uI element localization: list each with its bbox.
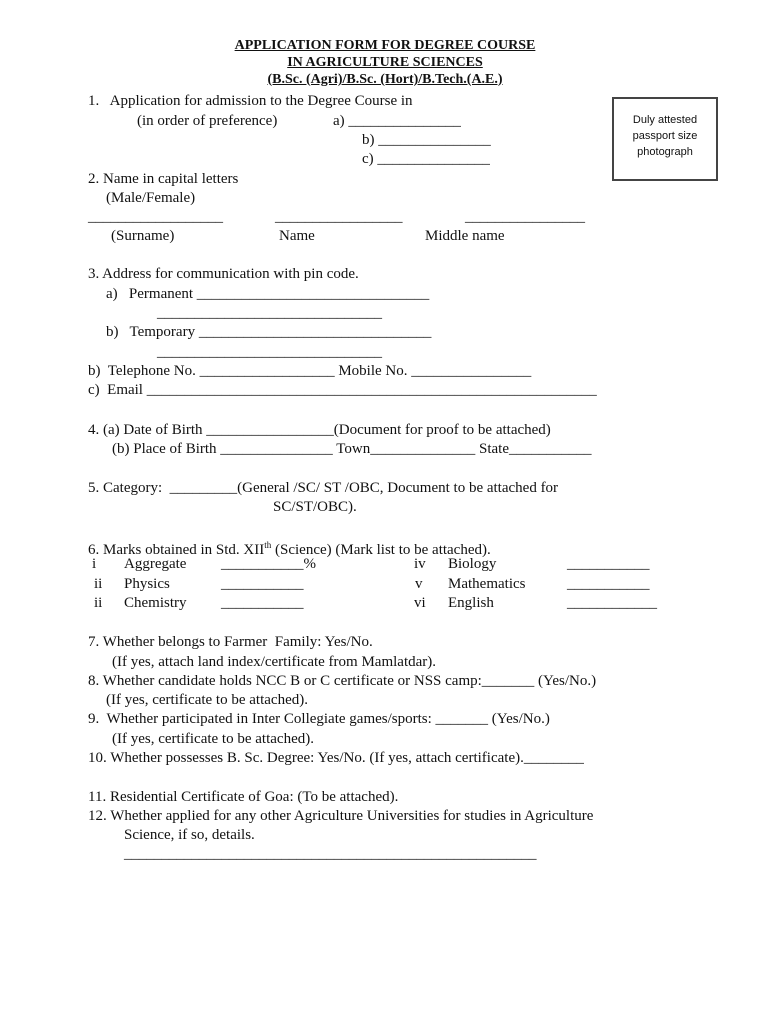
q6-label-text: 6. Marks obtained in Std. XII	[88, 542, 265, 558]
email-field[interactable]: c) Email ____________________________________________________________	[88, 382, 597, 398]
telephone-mobile-field[interactable]: b) Telephone No. __________________ Mobile No. ________________	[88, 363, 532, 379]
name-caption: Name	[279, 228, 315, 244]
permanent-address-field[interactable]: a) Permanent _______________________________	[106, 286, 430, 302]
ncc-nss-question[interactable]: 8. Whether candidate holds NCC B or C certificate or NSS camp:_______ (Yes/No.)	[88, 673, 597, 689]
form-subtitle: IN AGRICULTURE SCIENCES	[287, 55, 483, 70]
permanent-address-continuation[interactable]: ______________________________	[157, 305, 382, 321]
physics-marks-field[interactable]: ___________	[221, 576, 304, 592]
q3-label: 3. Address for communication with pin code.	[88, 266, 359, 282]
marks-row-number: ii	[94, 576, 103, 592]
residential-certificate-question: 11. Residential Certificate of Goa: (To be attached).	[88, 789, 399, 805]
farmer-family-question: 7. Whether belongs to Farmer Family: Yes/No.	[88, 634, 373, 650]
mathematics-marks-field[interactable]: ___________	[567, 576, 650, 592]
category-note: SC/ST/OBC).	[273, 499, 357, 515]
marks-row-subject: Chemistry	[124, 595, 187, 611]
marks-row-subject: English	[448, 595, 494, 611]
q6-label-superscript: th	[264, 540, 272, 550]
marks-row-number: i	[92, 556, 97, 572]
chemistry-marks-field[interactable]: ___________	[221, 595, 304, 611]
biology-marks-field[interactable]: ___________	[567, 556, 650, 572]
farmer-family-note: (If yes, attach land index/certificate from Mamlatdar).	[112, 654, 437, 670]
other-universities-question: 12. Whether applied for any other Agriculture Universities for studies in Agriculture	[88, 808, 594, 824]
marks-row-number: vi	[414, 595, 426, 611]
surname-field[interactable]: __________________	[88, 209, 223, 225]
q2-gender-label: (Male/Female)	[106, 190, 196, 206]
place-of-birth-field[interactable]: (b) Place of Birth _______________ Town______________ State___________	[112, 441, 592, 457]
form-title: APPLICATION FORM FOR DEGREE COURSE	[234, 38, 536, 53]
q2-label: 2. Name in capital letters	[88, 171, 239, 187]
english-marks-field[interactable]: ____________	[567, 595, 657, 611]
form-course-line: (B.Sc. (Agri)/B.Sc. (Hort)/B.Tech.(A.E.)	[267, 72, 503, 87]
marks-row-subject: Physics	[124, 576, 170, 592]
name-field[interactable]: _________________	[275, 209, 403, 225]
marks-row-number: ii	[94, 595, 103, 611]
sports-question[interactable]: 9. Whether participated in Inter Collegiate games/sports: _______ (Yes/No.)	[88, 711, 550, 727]
temporary-address-continuation[interactable]: ______________________________	[157, 344, 382, 360]
photo-box-line: Duly attested	[632, 114, 698, 126]
other-universities-details-label: Science, if so, details.	[124, 827, 255, 843]
q1-choice-c[interactable]: c) _______________	[362, 151, 490, 167]
photo-box-line: passport size	[632, 130, 698, 142]
marks-row-subject: Aggregate	[124, 556, 187, 572]
category-field[interactable]: 5. Category: _________(General /SC/ ST /OBC, Document to be attached for	[88, 480, 559, 496]
marks-row-number: iv	[414, 556, 426, 572]
marks-row-subject: Biology	[448, 556, 497, 572]
surname-caption: (Surname)	[111, 228, 175, 244]
marks-row-subject: Mathematics	[448, 576, 526, 592]
middle-name-field[interactable]: ________________	[465, 209, 585, 225]
q6-label-text-end: (Science) (Mark list to be attached).	[271, 542, 491, 558]
q1-label: 1. Application for admission to the Degree Course in	[88, 93, 413, 109]
bsc-degree-question[interactable]: 10. Whether possesses B. Sc. Degree: Yes/No. (If yes, attach certificate).________	[88, 750, 584, 766]
other-universities-details-field[interactable]: _______________________________________________________	[124, 846, 537, 862]
photo-box-line: photograph	[637, 146, 693, 158]
ncc-nss-note: (If yes, certificate to be attached).	[106, 692, 308, 708]
date-of-birth-field[interactable]: 4. (a) Date of Birth _________________(Document for proof to be attached)	[88, 422, 551, 438]
temporary-address-field[interactable]: b) Temporary _______________________________	[106, 324, 432, 340]
q1-preference-label: (in order of preference)	[137, 113, 278, 129]
q1-choice-b[interactable]: b) _______________	[362, 132, 491, 148]
sports-note: (If yes, certificate to be attached).	[112, 731, 314, 747]
aggregate-marks-field[interactable]: ___________%	[221, 556, 316, 572]
photograph-box	[612, 97, 718, 181]
middle-name-caption: Middle name	[425, 228, 505, 244]
q1-choice-a[interactable]: a) _______________	[333, 113, 461, 129]
marks-row-number: v	[415, 576, 423, 592]
